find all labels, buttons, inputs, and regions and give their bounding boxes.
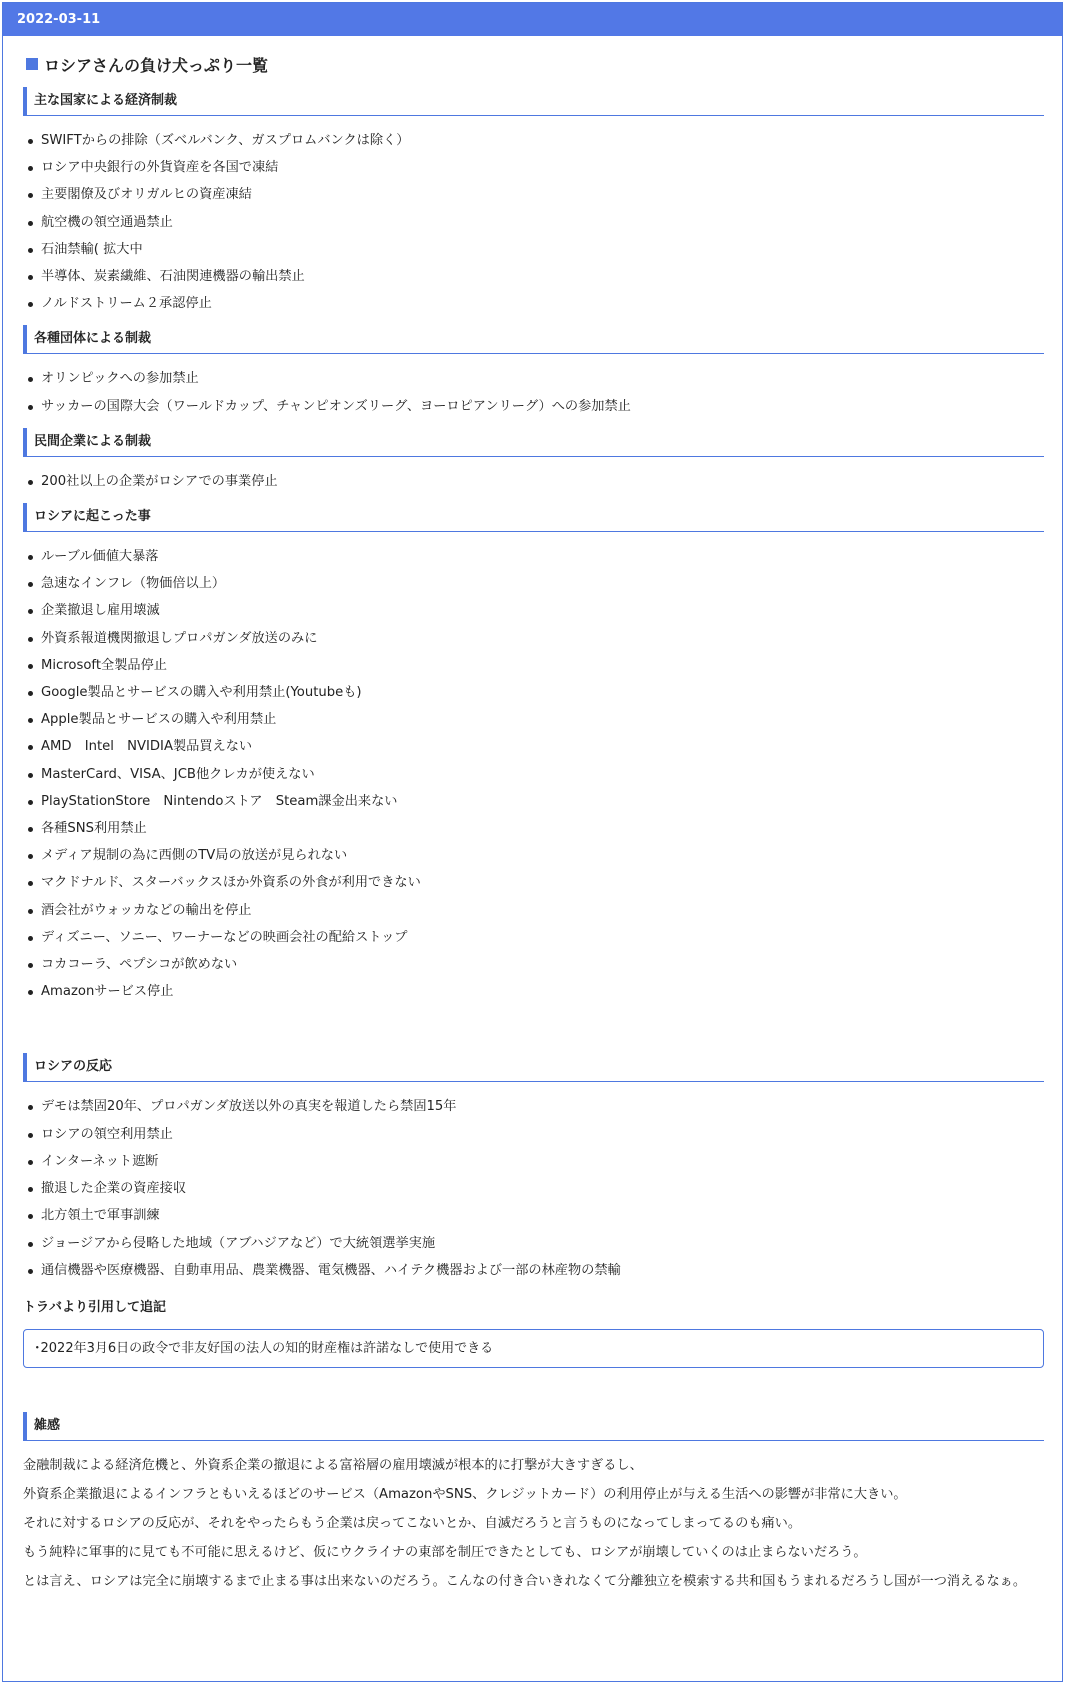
paragraph: 外資系企業撤退によるインフラともいえるほどのサービス（AmazonやSNS、クレジットカード）の利用停止が与える生活への影響が非常に大きい。 <box>23 1486 907 1502</box>
list-item: 通信機器や医療機器、自動車用品、農業機器、電気機器、ハイテク機器および一部の林産物の禁輸 <box>23 1257 1044 1284</box>
quote-heading: トラバより引用して追記 <box>23 1299 167 1315</box>
section-heading-sanctions: 主な国家による経済制裁 <box>23 87 1044 116</box>
reaction-list <box>23 1093 1044 1283</box>
list-item: 企業撤退し雇用壊滅 <box>23 597 1044 624</box>
list-item: AMD Intel NVIDIA製品買えない <box>23 733 1044 760</box>
list-item: ルーブル価値大暴落 <box>23 543 1044 570</box>
section-heading-impressions: 雑感 <box>23 1412 1044 1441</box>
list-item: 航空機の領空通過禁止 <box>23 209 1044 236</box>
list-item: デモは禁固20年、プロパガンダ放送以外の真実を報道したら禁固15年 <box>23 1093 1044 1120</box>
section-heading-events: ロシアに起こった事 <box>23 503 1044 532</box>
events-list <box>23 543 1044 1005</box>
paragraph: とは言え、ロシアは完全に崩壊するまで止まる事は出来ないのだろう。こんなの付き合いきれなくて分離独立を模索する共和国もうまれるだろうし国が一つ消えるなぁ。 <box>23 1573 1027 1589</box>
article-title-text: ロシアさんの負け犬っぷり一覧 <box>44 55 269 75</box>
spacer <box>23 1005 1044 1045</box>
list-item: ロシア中央銀行の外貨資産を各国で凍結 <box>23 154 1044 181</box>
article-content <box>3 49 1062 1596</box>
list-item: コカコーラ、ペプシコが飲めない <box>23 951 1044 978</box>
post-date[interactable]: 2022-03-11 <box>17 12 101 27</box>
list-item: Amazonサービス停止 <box>23 978 1044 1005</box>
list-item: マクドナルド、スターバックスほか外資系の外食が利用できない <box>23 869 1044 896</box>
list-item: 外資系報道機関撤退しプロパガンダ放送のみに <box>23 625 1044 652</box>
list-item: ディズニー、ソニー、ワーナーなどの映画会社の配給ストップ <box>23 924 1044 951</box>
article-frame <box>2 2 1063 1682</box>
section-heading-reaction: ロシアの反応 <box>23 1053 1044 1082</box>
paragraph: もう純粋に軍事的に見ても不可能に思えるけど、仮にウクライナの東部を制圧できたとしても、ロシアが崩壊していくのは止まらないだろう。 <box>23 1544 867 1560</box>
list-item: 半導体、炭素繊維、石油関連機器の輸出禁止 <box>23 263 1044 290</box>
list-item: サッカーの国際大会（ワールドカップ、チャンピオンズリーグ、ヨーロピアンリーグ）への参加禁止 <box>23 393 1044 420</box>
list-item: MasterCard、VISA、JCB他クレカが使えない <box>23 761 1044 788</box>
list-item: SWIFTからの排除（ズベルバンク、ガスプロムバンクは除く） <box>23 127 1044 154</box>
companies-list <box>23 468 1044 495</box>
list-item: オリンピックへの参加禁止 <box>23 365 1044 392</box>
list-item: Google製品とサービスの購入や利用禁止(Youtubeも) <box>23 679 1044 706</box>
quote-box <box>23 1329 1044 1368</box>
list-item: 急速なインフレ（物価倍以上） <box>23 570 1044 597</box>
list-item: 主要閣僚及びオリガルヒの資産凍結 <box>23 181 1044 208</box>
date-bar <box>3 3 1062 36</box>
list-item: ジョージアから侵略した地域（アブハジアなど）で大統領選挙実施 <box>23 1230 1044 1257</box>
section-heading-organizations: 各種団体による制裁 <box>23 325 1044 354</box>
list-item: メディア規制の為に西側のTV局の放送が見られない <box>23 842 1044 869</box>
quote-text: ･2022年3月6日の政令で非友好国の法人の知的財産権は許諾なしで使用できる <box>34 1340 494 1356</box>
sanctions-list <box>23 127 1044 317</box>
list-item: Microsoft全製品停止 <box>23 652 1044 679</box>
section-heading-companies: 民間企業による制裁 <box>23 428 1044 457</box>
article-title <box>23 49 1044 79</box>
list-item: Apple製品とサービスの購入や利用禁止 <box>23 706 1044 733</box>
list-item: 酒会社がウォッカなどの輸出を停止 <box>23 897 1044 924</box>
impressions-body <box>23 1451 1044 1596</box>
paragraph: それに対するロシアの反応が、それをやったらもう企業は戻ってこないとか、自滅だろうと言うものになってしまってるのも痛い。 <box>23 1515 802 1531</box>
list-item: 撤退した企業の資産接収 <box>23 1175 1044 1202</box>
list-item: PlayStationStore Nintendoストア Steam課金出来ない <box>23 788 1044 815</box>
list-item: ノルドストリーム２承認停止 <box>23 290 1044 317</box>
list-item: 200社以上の企業がロシアでの事業停止 <box>23 468 1044 495</box>
organizations-list <box>23 365 1044 419</box>
title-square-icon <box>26 58 38 70</box>
list-item: インターネット遮断 <box>23 1148 1044 1175</box>
paragraph: 金融制裁による経済危機と、外資系企業の撤退による富裕層の雇用壊滅が根本的に打撃が大きすぎるし、 <box>23 1457 643 1473</box>
list-item: 北方領土で軍事訓練 <box>23 1202 1044 1229</box>
list-item: 各種SNS利用禁止 <box>23 815 1044 842</box>
list-item: 石油禁輸( 拡大中 <box>23 236 1044 263</box>
list-item: ロシアの領空利用禁止 <box>23 1121 1044 1148</box>
